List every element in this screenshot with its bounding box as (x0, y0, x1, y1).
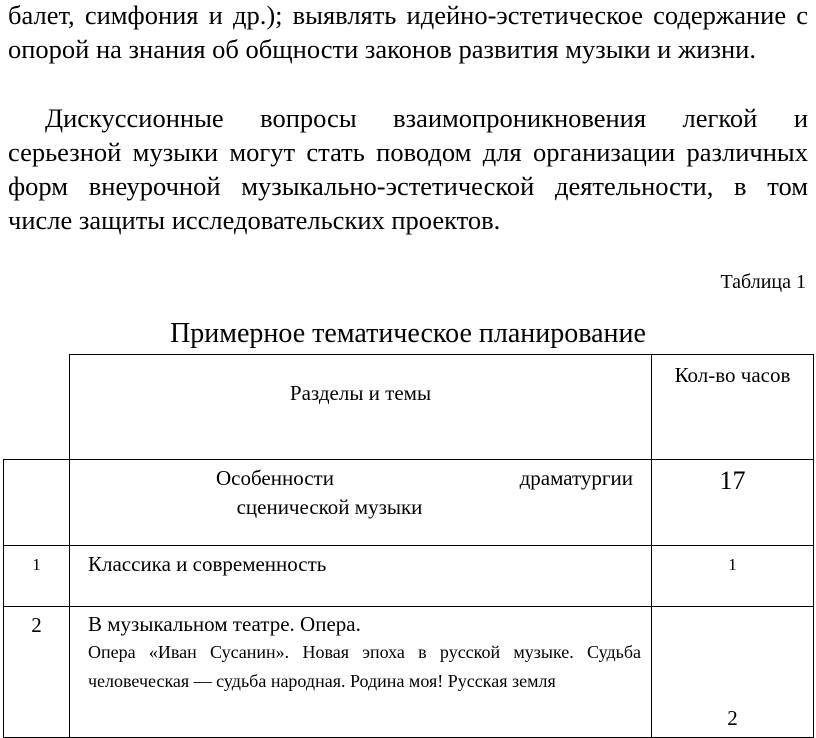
section-row (4, 460, 814, 546)
row-description: Опера «Иван Сусанин». Новая эпоха в русской музыке. Судьба человеческая — судьба народная. Родина моя! Русская земля (88, 642, 641, 691)
header-hours-label: Кол-во часов (674, 363, 791, 387)
row-number-cell (4, 546, 70, 607)
section-title-cell (70, 460, 652, 546)
row-hours: 1 (728, 555, 737, 574)
section-hours-cell (652, 460, 814, 546)
planning-table (3, 354, 814, 738)
row-title: В музыкальном театре. Опера. (88, 612, 361, 636)
row-title: Классика и современность (88, 552, 327, 576)
header-number-cell (4, 355, 70, 460)
row-hours: 2 (727, 706, 738, 730)
row-hours-cell (652, 546, 814, 607)
header-hours-cell (652, 355, 814, 460)
header-topics-label: Разделы и темы (289, 381, 432, 405)
header-topics-cell (70, 355, 652, 460)
section-title-line2: сценической музыки (236, 495, 423, 519)
table-row (4, 546, 814, 607)
row-number: 2 (31, 613, 42, 637)
table-row (4, 607, 814, 738)
row-number-cell (4, 607, 70, 738)
table-label: Таблица 1 (720, 271, 806, 293)
table-title: Примерное тематическое планирование (170, 318, 646, 349)
row-title-cell (70, 546, 652, 607)
row-hours-cell (652, 607, 814, 738)
paragraph-discussion: Дискуссионные вопросы взаимопроникновения легкой и серьезной музыки могут стать поводом для организации различных форм внеурочной музыкально-эстетической деятельности, в том числе защиты исследовательских проектов. (8, 103, 808, 235)
row-title-cell (70, 607, 652, 738)
row-number: 1 (32, 555, 41, 574)
section-number-cell (4, 460, 70, 546)
paragraph-intro: балет, симфония и др.); выявлять идейно-эстетическое содержание с опорой на знания об общности законов развития музыки и жизни. (8, 0, 808, 64)
section-title-line1: Особенности драматургии (216, 466, 633, 490)
section-hours: 17 (719, 466, 746, 495)
table-header-row (4, 355, 814, 460)
